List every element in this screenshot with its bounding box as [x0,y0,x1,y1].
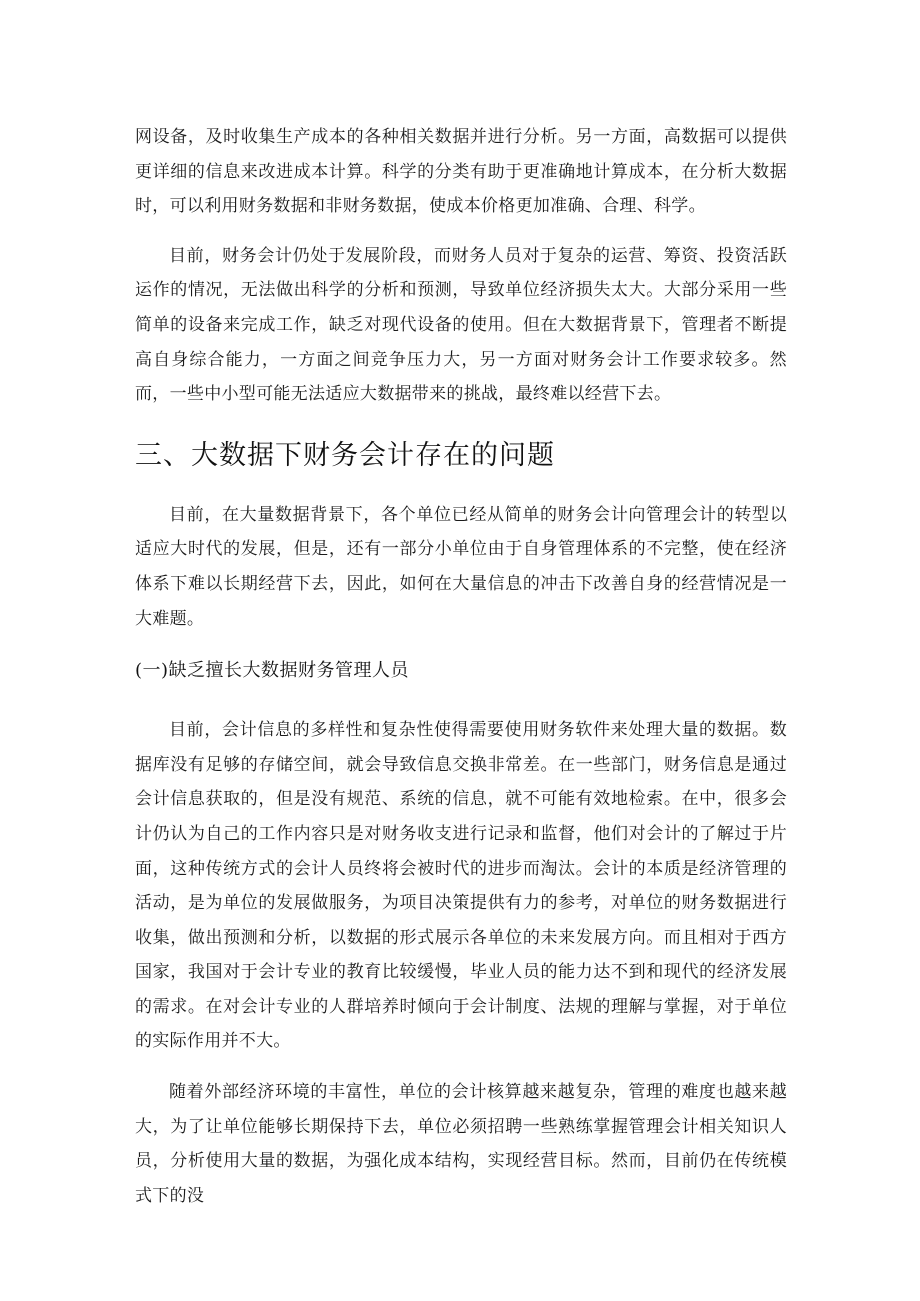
document-page [135,120,787,1213]
paragraph-external-environment: 随着外部经济环境的丰富性，单位的会计核算越来越复杂，管理的难度也越来越大，为了让单位能够长期保持下去，单位必须招聘一些熟练掌握管理会计相关知识人员，分析使用大量的数据，为强化成本结构，实现经营目标。然而，目前仍在传统模式下的没 [135,1082,787,1206]
paragraph-accounting-talent: 目前，会计信息的多样性和复杂性使得需要使用财务软件来处理大量的数据。数据库没有足够的存储空间，就会导致信息交换非常差。在一些部门，财务信息是通过会计信息获取的，但是没有规范、系统的信息，就不可能有效地检索。在中，很多会计仍认为自己的工作内容只是对财务收支进行记录和监督，他们对会计的了解过于片面，这种传统方式的会计人员终将会被时代的进步而淘汰。会计的本质是经济管理的活动，是为单位的发展做服务，为项目决策提供有力的参考，对单位的财务数据进行收集，做出预测和分析，以数据的形式展示各单位的未来发展方向。而且相对于西方国家，我国对于会计专业的教育比较缓慢，毕业人员的能力达不到和现代的经济发展的需求。在对会计专业的人群培养时倾向于会计制度、法规的理解与掌握，对于单位的实际作用并不大。 [135,720,787,1052]
paragraph-development-stage: 目前，财务会计仍处于发展阶段，而财务人员对于复杂的运营、筹资、投资活跃运作的情况，无法做出科学的分析和预测，导致单位经济损失太大。大部分采用一些简单的设备来完成工作，缺乏对现代设备的使用。但在大数据背景下，管理者不断提高自身综合能力，一方面之间竞争压力大，另一方面对财务会计工作要求较多。然而，一些中小型可能无法适应大数据带来的挑战，最终难以经营下去。 [135,245,787,405]
subsection-heading: (一)缺乏擅长大数据财务管理人员 [135,660,410,682]
paragraph-continuation: 网设备，及时收集生产成本的各种相关数据并进行分析。另一方面，高数据可以提供更详细的信息来改进成本计算。科学的分类有助于更准确地计算成本，在分析大数据时，可以利用财务数据和非财务数据，使成本价格更加准确、合理、科学。 [135,127,787,217]
paragraph-section-intro: 目前，在大量数据背景下，各个单位已经从简单的财务会计向管理会计的转型以适应大时代的发展，但是，还有一部分小单位由于自身管理体系的不完整，使在经济体系下难以长期经营下去，因此，如何在大量信息的冲击下改善自身的经营情况是一大难题。 [135,504,787,629]
section-heading: 三、大数据下财务会计存在的问题 [135,439,555,471]
